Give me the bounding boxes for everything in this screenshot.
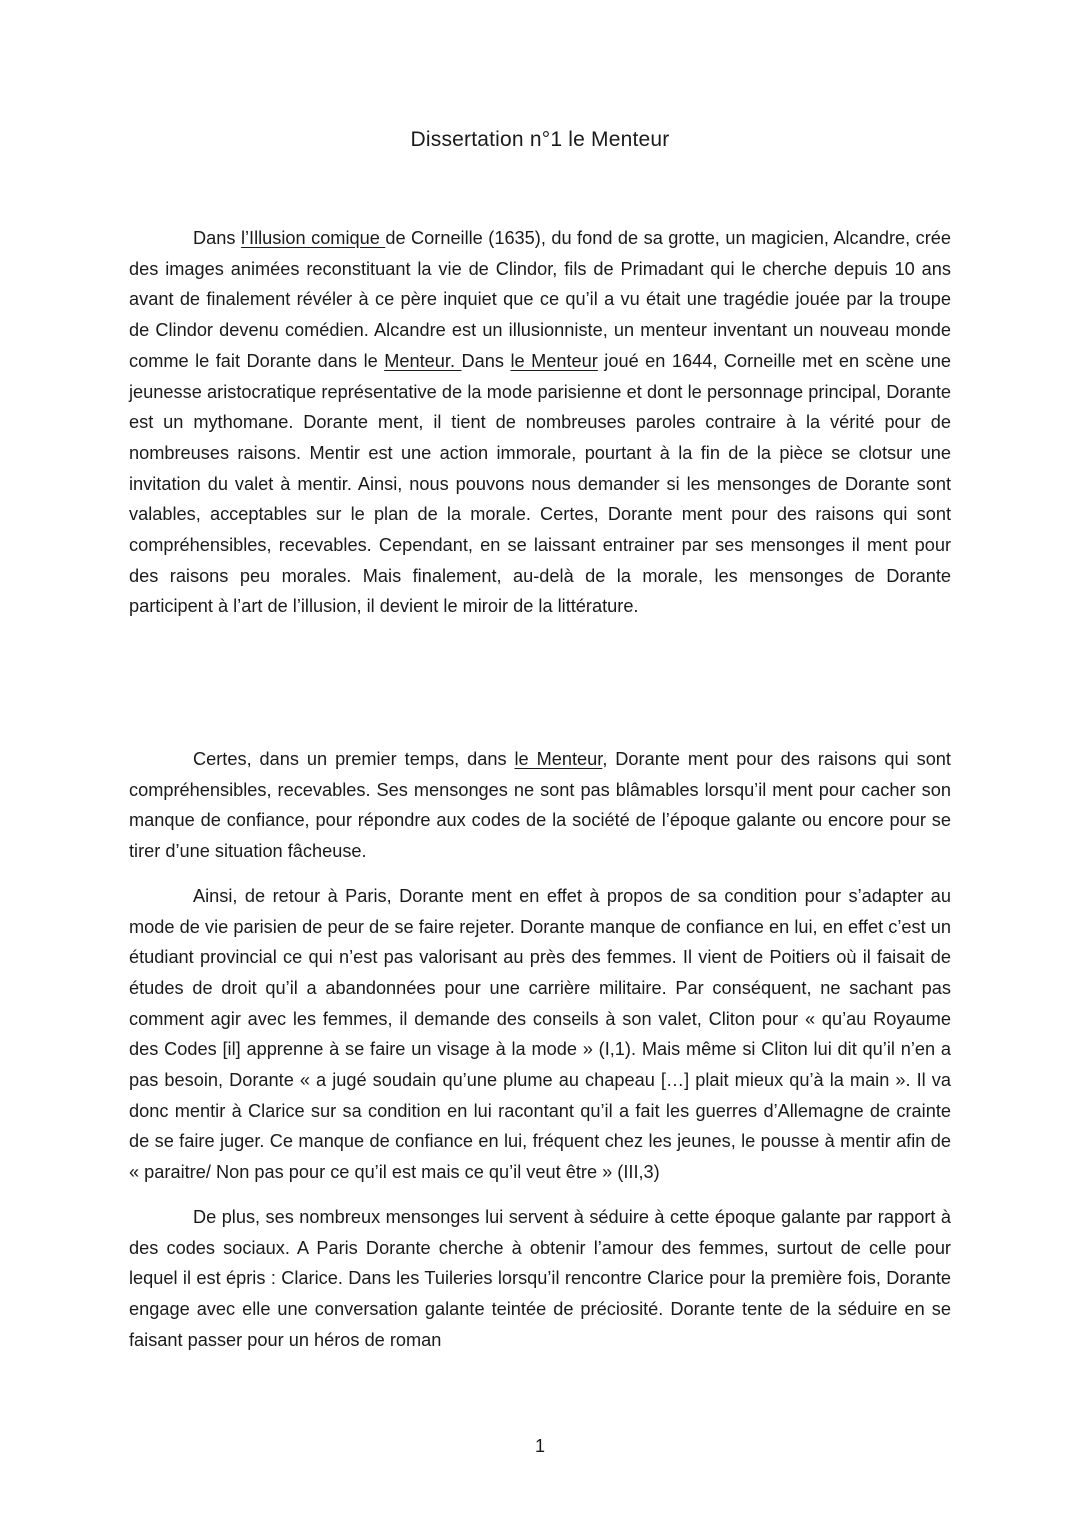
intro-text-2: de Corneille (1635), du fond de sa grotte, un magicien, Alcandre, crée des images animées reconstituant la vie de Clindor, fils de Primadant qui le cherche depuis 10 ans avant de finalement révéler à ce père inquiet que ce qu’il a vu était une tragédie jouée par la troupe de Clindor devenu comédien. Alcandre est un illusionniste, un menteur inventant un nouveau monde comme le fait Dorante dans le <box>129 228 952 371</box>
work-title-menteur: Menteur. <box>384 350 462 371</box>
work-title-illusion-comique: l’Illusion comique <box>240 228 386 248</box>
part-one-paragraph-3: De plus, ses nombreux mensonges lui servent à séduire à cette époque galante par rapport à des codes sociaux. A Paris Dorante cherche à obtenir l’amour des femmes, surtout de celle pour lequel il est épris : Clarice. Dans les Tuileries lorsqu’il rencontre Clarice pour la première fois, Dorante engage avec elle une conversation galante teintée de préciosité. Dorante tente de la séduire en se faisant passer pour un héros de roman <box>129 1206 951 1350</box>
part-one-paragraph-1 <box>129 744 951 867</box>
part-one-section <box>129 744 951 1369</box>
introduction-paragraph <box>129 223 951 622</box>
work-title-le-menteur: le Menteur <box>510 350 598 371</box>
work-title-le-menteur-2: le Menteur <box>514 749 603 769</box>
part-one-text-2: , Dorante ment pour des raisons qui sont compréhensibles, recevables. Ses mensonges ne sont pas blâmables lorsqu’il ment pour cacher son manque de confiance, pour répondre aux codes de la société de l’époque galante ou encore pour se tirer d’une situation fâcheuse. <box>129 749 951 862</box>
page-number: 1 <box>534 1436 545 1456</box>
intro-text-4: joué en 1644, Corneille met en scène une jeunesse aristocratique représentative de la mode parisienne et dont le personnage principal, Dorante est un mythomane. Dorante ment, il tient de nombreuses paroles contraire à la vérité pour de nombreuses raisons. Mentir est une action immorale, pourtant à la fin de la pièce se clotsur une invitation du valet à mentir. Ainsi, nous pouvons nous demander si les mensonges de Dorante sont valables, acceptables sur le plan de la morale. Certes, Dorante ment pour des raisons qui sont compréhensibles, recevables. Cependant, en se laissant entrainer par ses mensonges il ment pour des raisons peu morales. Mais finalement, au-delà de la morale, les mensonges de Dorante participent à l’art de l’illusion, il devient le miroir de la littérature. <box>129 350 951 617</box>
intro-text-1: Dans <box>193 228 241 248</box>
introduction-section <box>129 223 951 636</box>
intro-text-3: Dans <box>461 350 511 371</box>
document-title: Dissertation n°1 le Menteur <box>410 128 670 151</box>
part-one-paragraph-2: Ainsi, de retour à Paris, Dorante ment en effet à propos de sa condition pour s’adapter au mode de vie parisien de peur de se faire rejeter. Dorante manque de confiance en lui, en effet c’est un étudiant provincial ce qui n’est pas valorisant au près des femmes. Il vient de Poitiers où il faisait de études de droit qu’il a abandonnées pour une carrière militaire. Par conséquent, ne sachant pas comment agir avec les femmes, il demande des conseils à son valet, Cliton pour « qu’au Royaume des Codes [il] apprenne à se faire un visage à la mode » (I,1). Mais même si Cliton lui dit qu’il n’en a pas besoin, Dorante « a jugé soudain qu’une plume au chapeau […] plait mieux qu’à la main ». Il va donc mentir à Clarice sur sa condition en lui racontant qu’il a fait les guerres d’Allemagne de crainte de se faire juger. Ce manque de confiance en lui, fréquent chez les jeunes, le pousse à mentir afin de « paraitre/ Non pas pour ce qu’il est mais ce qu’il veut être » (III,3) <box>129 885 951 1183</box>
part-one-text-1: Certes, dans un premier temps, dans <box>193 749 515 769</box>
